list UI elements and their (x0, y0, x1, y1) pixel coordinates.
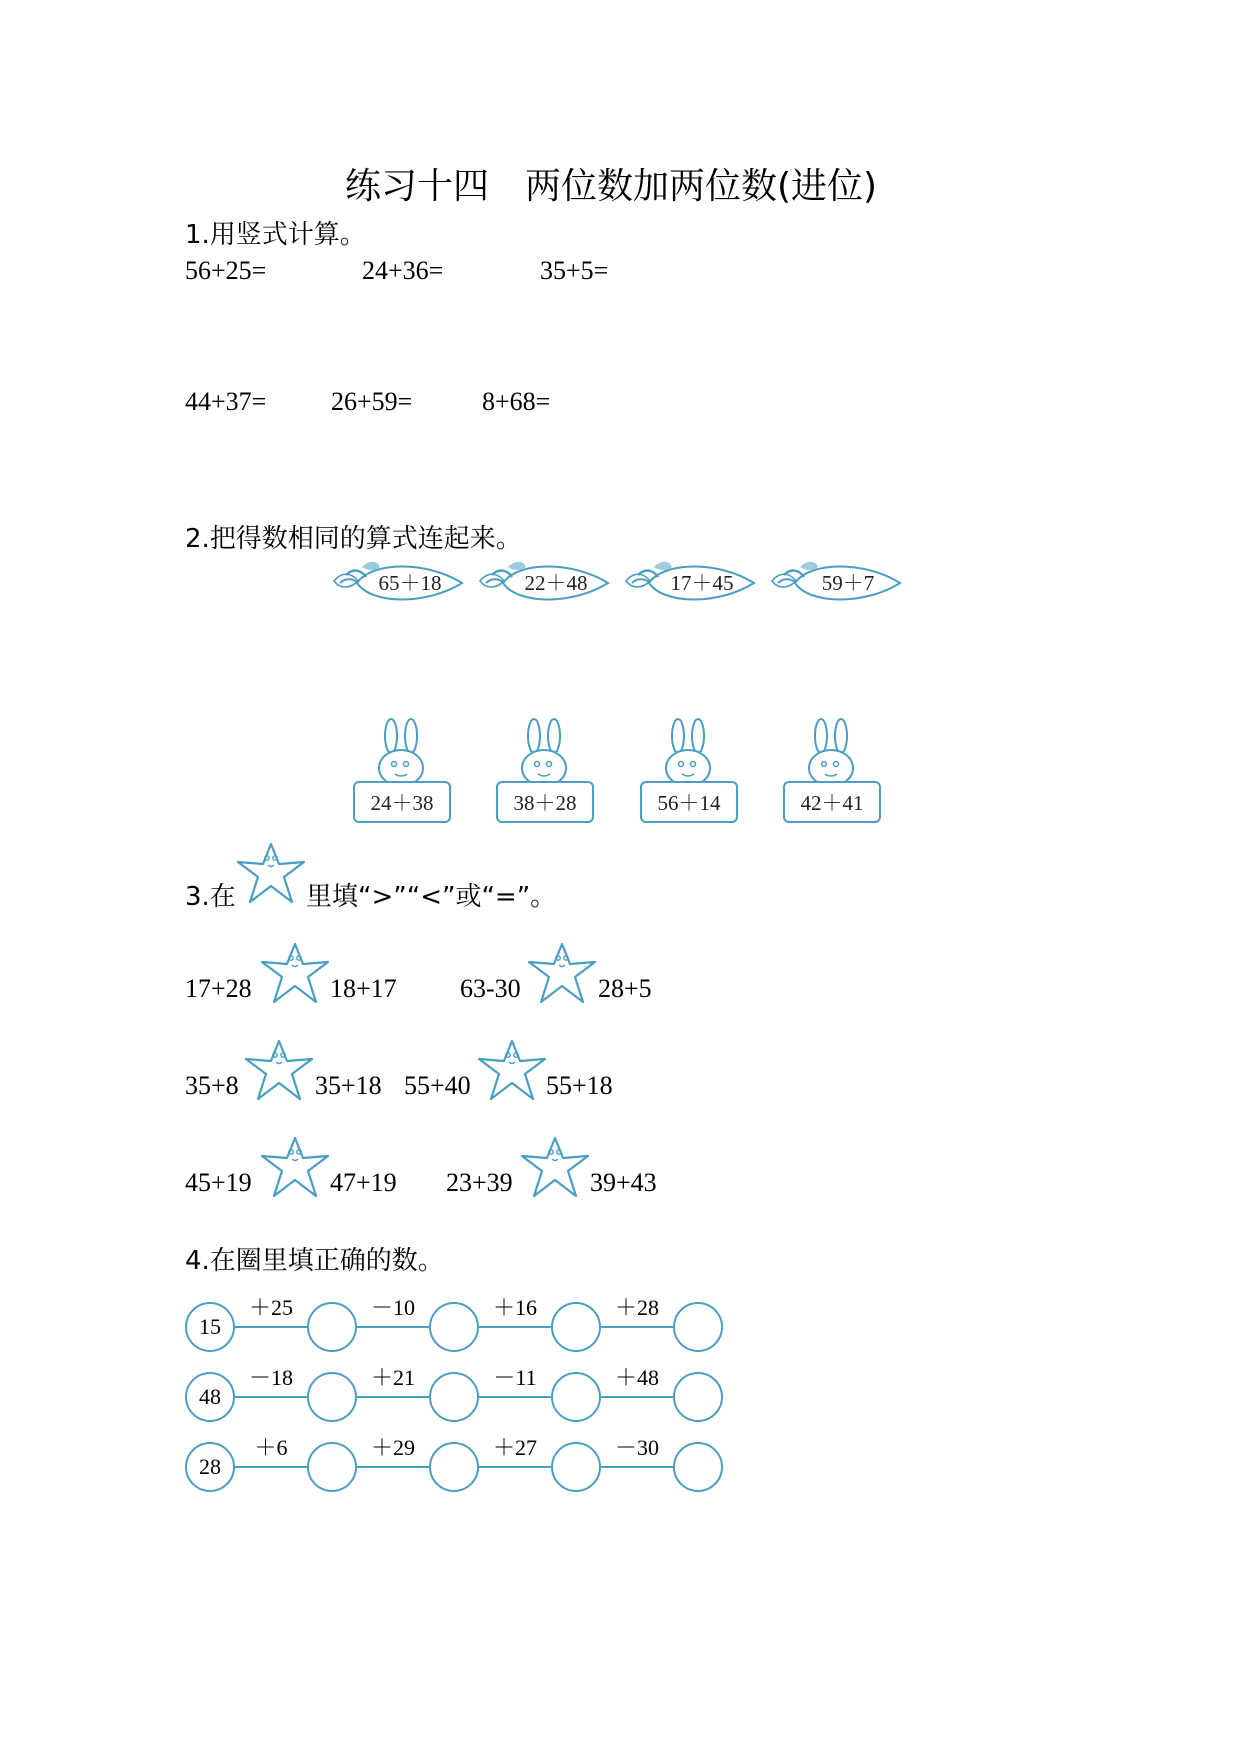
q3-left-2: 63-30 (460, 974, 521, 1003)
chain-start-value: 15 (199, 1314, 221, 1339)
q3-right-1: 18+17 (330, 974, 397, 1003)
q3-left-3: 35+8 (185, 1071, 239, 1100)
chain-answer-circle[interactable] (430, 1373, 478, 1421)
rabbit-card[interactable] (640, 718, 740, 828)
chain-operation: ＋21 (370, 1365, 416, 1390)
number-chain (180, 1347, 720, 1427)
leaf-expression: 59＋7 (821, 571, 875, 595)
chain-operation: －30 (614, 1435, 660, 1460)
starfish-answer-slot[interactable] (258, 940, 332, 1006)
chain-answer-circle[interactable] (552, 1303, 600, 1351)
rabbit-card[interactable] (353, 718, 453, 828)
rabbit-expression: 24＋38 (370, 791, 434, 815)
number-chain (180, 1417, 720, 1497)
starfish-icon (234, 840, 308, 906)
q3-left-5: 45+19 (185, 1168, 252, 1197)
chain-operation: ＋27 (492, 1435, 538, 1460)
number-chain (180, 1277, 720, 1357)
starfish-answer-slot[interactable] (525, 940, 599, 1006)
rabbit-expression: 38＋28 (513, 791, 577, 815)
chain-answer-circle[interactable] (552, 1443, 600, 1491)
rabbit-card[interactable] (783, 718, 883, 828)
q3-left-1: 17+28 (185, 974, 252, 1003)
starfish-answer-slot[interactable] (518, 1134, 592, 1200)
chain-operation: ＋29 (370, 1435, 416, 1460)
leaf-expression: 17＋45 (670, 571, 734, 595)
rabbit-expression: 42＋41 (800, 791, 864, 815)
q3-right-6: 39+43 (590, 1168, 657, 1197)
chain-answer-circle[interactable] (308, 1303, 356, 1351)
chain-answer-circle[interactable] (674, 1373, 722, 1421)
chain-answer-circle[interactable] (308, 1373, 356, 1421)
q3-right-2: 28+5 (598, 974, 652, 1003)
rabbit-card[interactable] (496, 718, 596, 828)
q3-right-3: 35+18 (315, 1071, 382, 1100)
chain-answer-circle[interactable] (674, 1303, 722, 1351)
chain-operation: －11 (493, 1365, 537, 1390)
q1-eq-1: 56+25= (185, 256, 267, 285)
leaf-expression: 22＋48 (524, 571, 588, 595)
rabbit-expression: 56＋14 (657, 791, 721, 815)
chain-start-value: 48 (199, 1384, 221, 1409)
q1-heading: 1.用竖式计算。 (185, 220, 366, 250)
q3-heading-before: 3.在 (185, 882, 236, 912)
chain-answer-circle[interactable] (430, 1303, 478, 1351)
chain-operation: －10 (370, 1295, 416, 1320)
chain-operation: ＋48 (614, 1365, 660, 1390)
q3-right-5: 47+19 (330, 1168, 397, 1197)
chain-operation: ＋28 (614, 1295, 660, 1320)
starfish-answer-slot[interactable] (475, 1037, 549, 1103)
leaf-card[interactable] (624, 553, 764, 613)
q1-eq-4: 44+37= (185, 387, 267, 416)
q3-right-4: 55+18 (546, 1071, 613, 1100)
leaf-card[interactable] (478, 553, 618, 613)
chain-answer-circle[interactable] (430, 1443, 478, 1491)
chain-operation: ＋6 (254, 1435, 288, 1460)
chain-operation: ＋16 (492, 1295, 538, 1320)
chain-answer-circle[interactable] (552, 1373, 600, 1421)
chain-answer-circle[interactable] (308, 1443, 356, 1491)
page-title: 练习十四 两位数加两位数(进位) (345, 166, 878, 207)
chain-operation: ＋25 (248, 1295, 294, 1320)
leaf-expression: 65＋18 (378, 571, 442, 595)
q3-left-6: 23+39 (446, 1168, 513, 1197)
q3-heading-after: 里填“>”“<”或“=”。 (306, 882, 557, 912)
q1-eq-3: 35+5= (540, 256, 609, 285)
q1-eq-5: 26+59= (331, 387, 413, 416)
q1-eq-6: 8+68= (482, 387, 551, 416)
leaf-card[interactable] (770, 553, 910, 613)
chain-start-value: 28 (199, 1454, 221, 1479)
q1-eq-2: 24+36= (362, 256, 444, 285)
starfish-answer-slot[interactable] (242, 1037, 316, 1103)
q2-heading: 2.把得数相同的算式连起来。 (185, 524, 522, 554)
q3-left-4: 55+40 (404, 1071, 471, 1100)
q4-heading: 4.在圈里填正确的数。 (185, 1246, 444, 1276)
chain-answer-circle[interactable] (674, 1443, 722, 1491)
starfish-answer-slot[interactable] (258, 1134, 332, 1200)
chain-operation: －18 (248, 1365, 294, 1390)
leaf-card[interactable] (332, 553, 472, 613)
